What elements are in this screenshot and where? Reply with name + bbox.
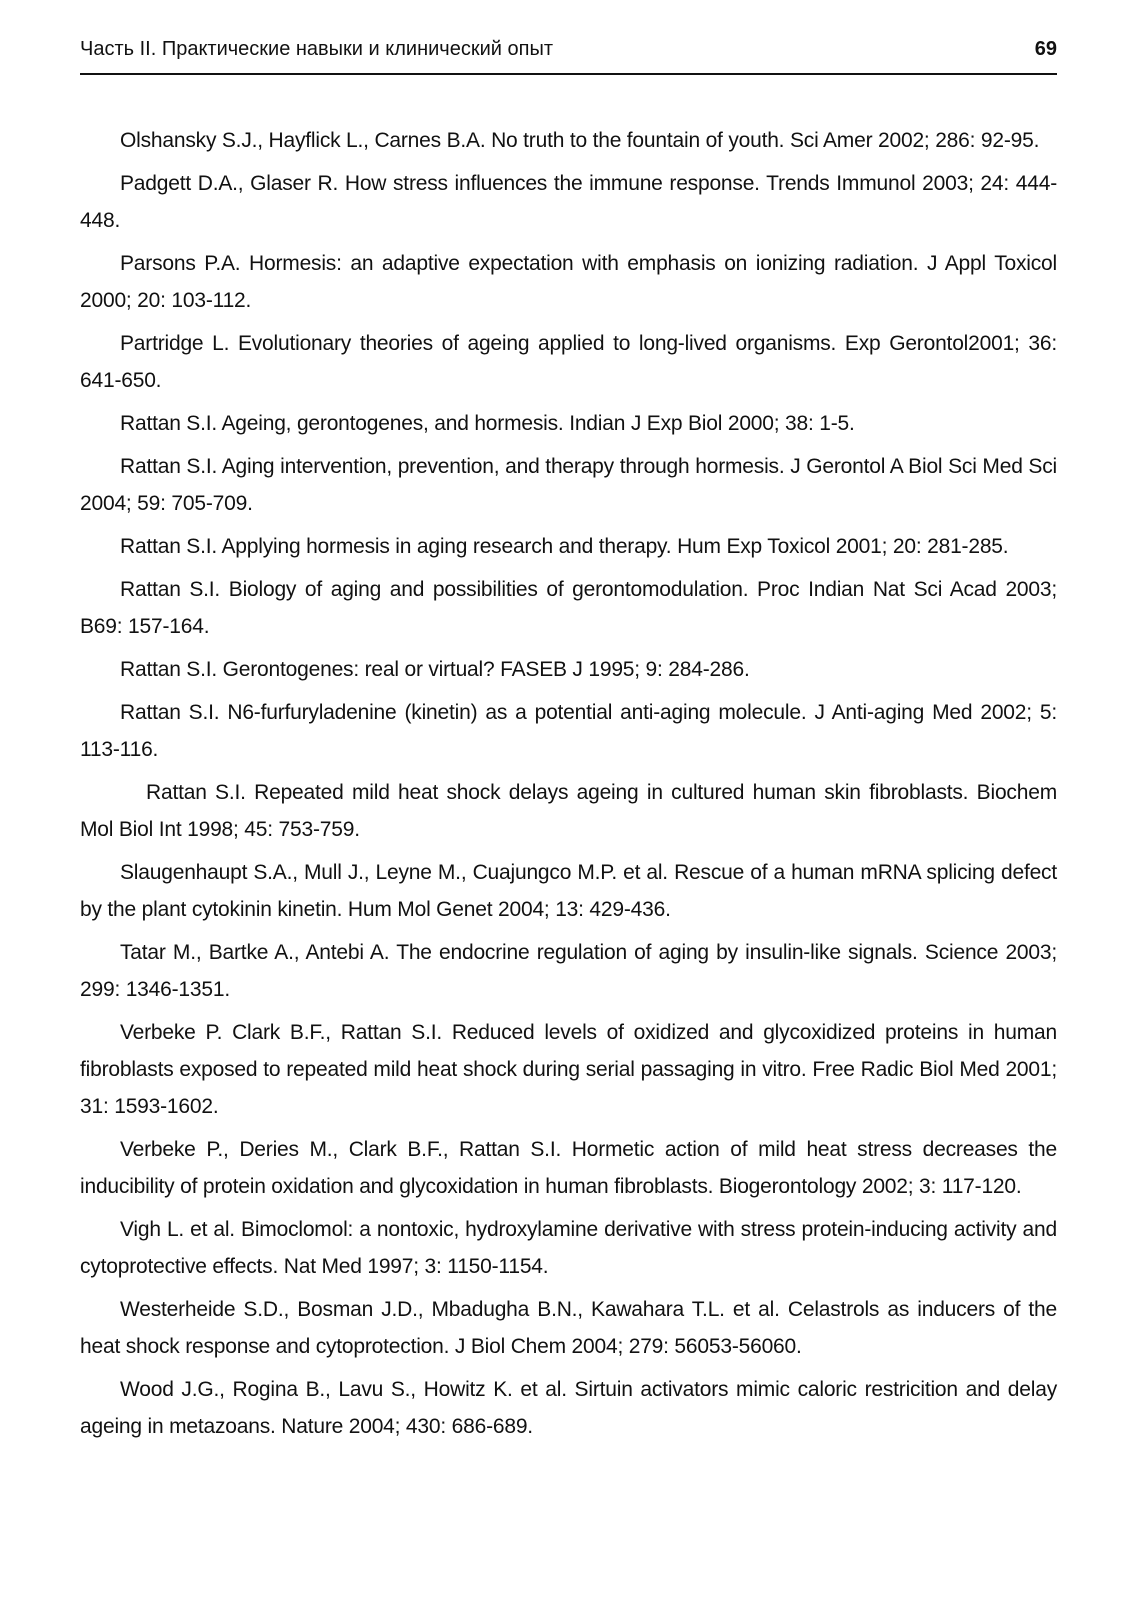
reference-item: Rattan S.I. Aging intervention, prevention, and therapy through hormesis. J Gerontol A Biol Sci Med Sci 2004; 59: 705-709. xyxy=(80,455,1057,515)
reference-item: Rattan S.I. Applying hormesis in aging research and therapy. Hum Exp Toxicol 2001; 20: 281-285. xyxy=(120,535,1009,558)
reference-item: Partridge L. Evolutionary theories of ageing applied to long-lived organisms. Exp Gerontol2001; 36: 641-650. xyxy=(80,332,1057,392)
reference-item: Rattan S.I. Ageing, gerontogenes, and hormesis. Indian J Exp Biol 2000; 38: 1-5. xyxy=(120,412,855,435)
reference-item: Westerheide S.D., Bosman J.D., Mbadugha B.N., Kawahara T.L. et al. Celastrols as inducers of the heat shock response and cytoprotection. J Biol Chem 2004; 279: 56053-56060. xyxy=(80,1298,1057,1358)
running-header-title: Часть II. Практические навыки и клинический опыт xyxy=(80,38,553,60)
reference-item: Verbeke P. Clark B.F., Rattan S.I. Reduced levels of oxidized and glycoxidized proteins in human fibroblasts exposed to repeated mild heat shock during serial passaging in vitro. Free Radic Biol Med 2001; 31: 1593-1602. xyxy=(80,1021,1057,1118)
reference-item: Rattan S.I. Repeated mild heat shock delays ageing in cultured human skin fibroblasts. Biochem Mol Biol Int 1998; 45: 753-759. xyxy=(80,781,1057,841)
reference-item: Rattan S.I. N6-furfuryladenine (kinetin) as a potential anti-aging molecule. J Anti-aging Med 2002; 5: 113-116. xyxy=(80,701,1057,761)
reference-item: Vigh L. et al. Bimoclomol: a nontoxic, hydroxylamine derivative with stress protein-inducing activity and cytoprotective effects. Nat Med 1997; 3: 1150-1154. xyxy=(80,1218,1057,1278)
reference-item: Tatar M., Bartke A., Antebi A. The endocrine regulation of aging by insulin-like signals. Science 2003; 299: 1346-1351. xyxy=(80,941,1057,1001)
page-number: 69 xyxy=(1034,38,1057,60)
reference-item: Padgett D.A., Glaser R. How stress influences the immune response. Trends Immunol 2003; 24: 444-448. xyxy=(80,172,1057,232)
reference-item: Olshansky S.J., Hayflick L., Carnes B.A. No truth to the fountain of youth. Sci Amer 2002; 286: 92-95. xyxy=(120,129,1040,152)
header-divider xyxy=(80,73,1057,75)
reference-item: Verbeke P., Deries M., Clark B.F., Rattan S.I. Hormetic action of mild heat stress decreases the inducibility of protein oxidation and glycoxidation in human fibroblasts. Biogerontology 2002; 3: 117-120. xyxy=(80,1138,1057,1198)
reference-list xyxy=(80,122,1057,1451)
reference-item: Parsons P.A. Hormesis: an adaptive expectation with emphasis on ionizing radiation. J Appl Toxicol 2000; 20: 103-112. xyxy=(80,252,1057,312)
reference-item: Rattan S.I. Gerontogenes: real or virtual? FASEB J 1995; 9: 284-286. xyxy=(120,658,750,681)
reference-item: Rattan S.I. Biology of aging and possibilities of gerontomodulation. Proc Indian Nat Sci Acad 2003; B69: 157-164. xyxy=(80,578,1057,638)
page-header xyxy=(80,36,1057,76)
reference-item: Wood J.G., Rogina B., Lavu S., Howitz K. et al. Sirtuin activators mimic caloric restricition and delay ageing in metazoans. Nature 2004; 430: 686-689. xyxy=(80,1378,1057,1438)
reference-item: Slaugenhaupt S.A., Mull J., Leyne M., Cuajungco M.P. et al. Rescue of a human mRNA splicing defect by the plant cytokinin kinetin. Hum Mol Genet 2004; 13: 429-436. xyxy=(80,861,1057,921)
